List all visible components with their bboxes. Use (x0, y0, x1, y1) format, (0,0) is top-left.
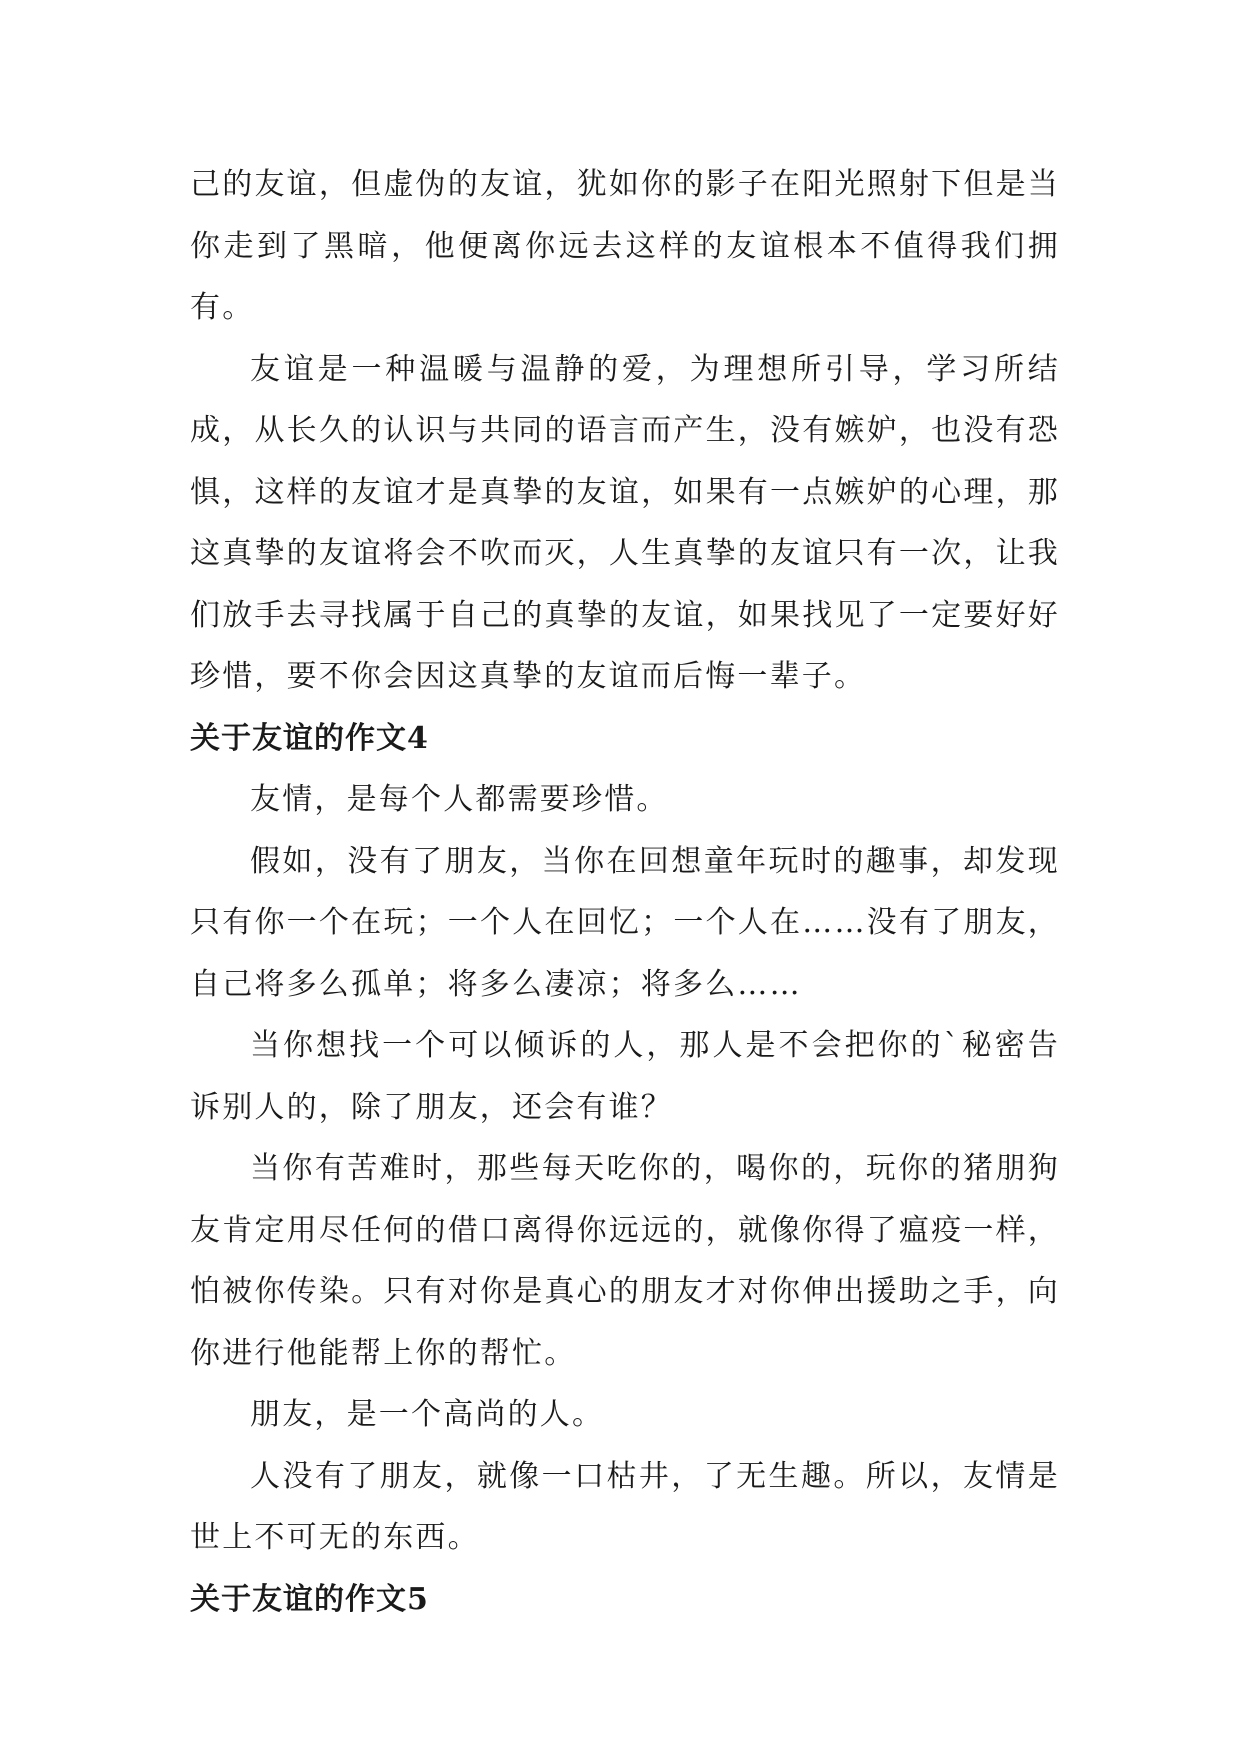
paragraph: 友谊是一种温暖与温静的爱，为理想所引导，学习所结成，从长久的认识与共同的语言而产生，没有嫉妒，也没有恐惧，这样的友谊才是真挚的友谊，如果有一点嫉妒的心理，那这真挚的友谊将会不吹而灭，人生真挚的友谊只有一次，让我们放手去寻找属于自己的真挚的友谊，如果找见了一定要好好珍惜，要不你会因这真挚的友谊而后悔一辈子。 (190, 351, 1060, 694)
paragraph: 人没有了朋友，就像一口枯井，了无生趣。所以，友情是世上不可无的东西。 (190, 1458, 1060, 1555)
section-heading: 关于友谊的作文5 (190, 1581, 429, 1617)
document-body (190, 154, 1060, 1630)
paragraph-continued: 己的友谊，但虚伪的友谊，犹如你的影子在阳光照射下但是当你走到了黑暗，他便离你远去这样的友谊根本不值得我们拥有。 (190, 167, 1060, 325)
paragraph: 当你有苦难时，那些每天吃你的，喝你的，玩你的猪朋狗友肯定用尽任何的借口离得你远远的，就像你得了瘟疫一样，怕被你传染。只有对你是真心的朋友才对你伸出援助之手，向你进行他能帮上你的帮忙。 (190, 1151, 1060, 1371)
paragraph: 假如，没有了朋友，当你在回想童年玩时的趣事，却发现只有你一个在玩；一个人在回忆；一个人在……没有了朋友，自己将多么孤单；将多么凄凉；将多么…… (190, 843, 1060, 1002)
paragraph: 友情，是每个人都需要珍惜。 (250, 782, 669, 817)
section-heading: 关于友谊的作文4 (190, 720, 429, 756)
paragraph: 当你想找一个可以倾诉的人，那人是不会把你的`秘密告诉别人的，除了朋友，还会有谁？ (190, 1028, 1060, 1125)
paragraph: 朋友，是一个高尚的人。 (250, 1397, 605, 1432)
